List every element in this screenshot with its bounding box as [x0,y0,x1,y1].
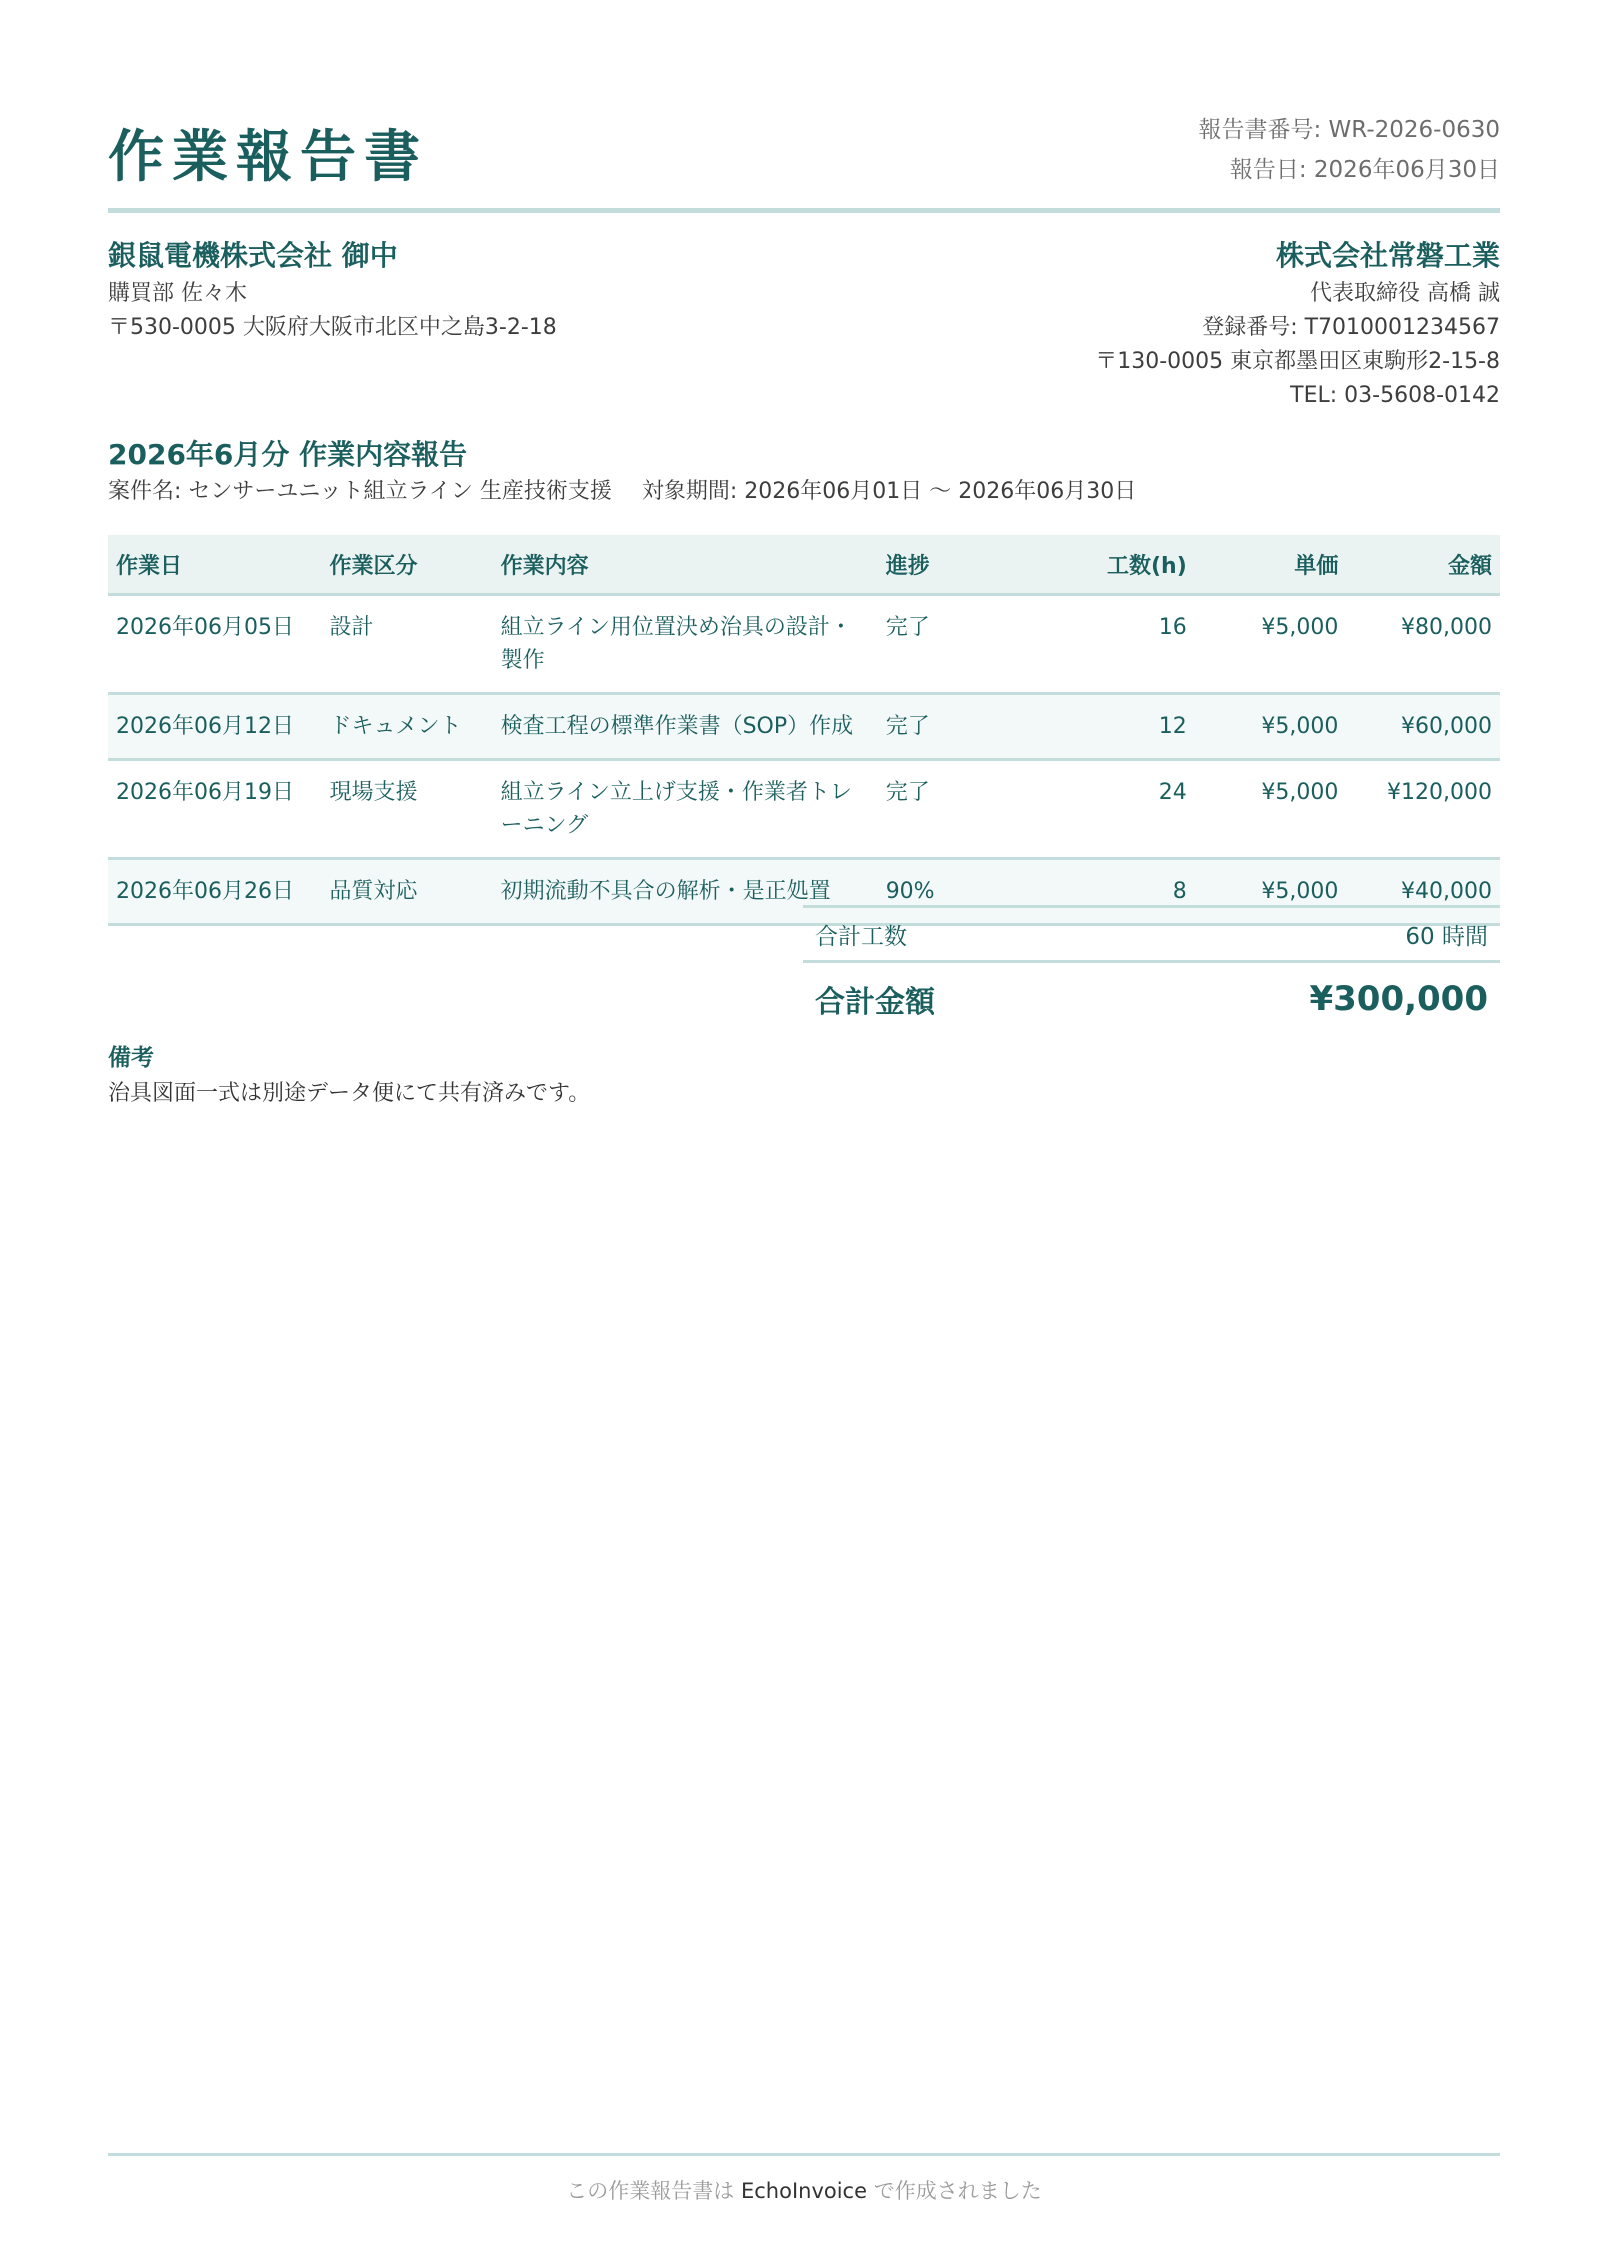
column-header-progress: 進捗 [878,535,1046,595]
notes-section [108,1040,1500,1112]
cell-amount: ¥60,000 [1346,694,1500,760]
column-header-amount: 金額 [1346,535,1500,595]
document-header [108,105,1500,215]
report-page [108,0,1500,2263]
issuer-tel: TEL: 03-5608-0142 [1290,383,1500,408]
section-title: 2026年6月分 作業内容報告 [108,438,468,471]
cell-unit-price: ¥5,000 [1195,694,1347,760]
footer-brand: EchoInvoice [740,2179,868,2203]
work-items-table [108,535,1500,926]
cell-category: 品質対応 [321,859,492,925]
notes-text: 治具図面一式は別途データ便にて共有済みです。 [108,1081,591,1106]
column-header-unit-price: 単価 [1195,535,1347,595]
report-section [108,435,1500,509]
total-hours-value: 60 時間 [1405,923,1488,950]
cell-amount: ¥120,000 [1346,760,1500,859]
column-header-date: 作業日 [108,535,321,595]
cell-date: 2026年06月19日 [108,760,321,859]
totals-block [803,905,1500,1035]
cell-unit-price: ¥5,000 [1195,760,1347,859]
document-meta [1198,110,1500,190]
cell-amount: ¥80,000 [1346,595,1500,694]
table-header-row [108,535,1500,595]
total-hours-row [803,905,1500,963]
cell-description: 検査工程の標準作業書（SOP）作成 [493,694,878,760]
cell-description: 初期流動不具合の解析・是正処置 [493,859,878,925]
cell-unit-price: ¥5,000 [1195,859,1347,925]
cell-hours: 24 [1046,760,1195,859]
footer [108,2175,1500,2205]
client-address: 〒530-0005 大阪府大阪市北区中之島3-2-18 [108,315,557,340]
cell-category: ドキュメント [321,694,492,760]
notes-title: 備考 [108,1045,154,1071]
total-amount-value: ¥300,000 [1309,979,1488,1019]
cell-description: 組立ライン立上げ支援・作業者トレーニング [493,760,878,859]
cell-amount: ¥40,000 [1346,859,1500,925]
column-header-hours: 工数(h) [1046,535,1195,595]
table-row [108,760,1500,859]
column-header-category: 作業区分 [321,535,492,595]
issuer-address: 〒130-0005 東京都墨田区東駒形2-15-8 [1095,349,1500,374]
cell-hours: 16 [1046,595,1195,694]
issuer-registration: 登録番号: T7010001234567 [1202,315,1500,340]
cell-date: 2026年06月05日 [108,595,321,694]
issuer-representative: 代表取締役 高橋 誠 [1310,281,1500,306]
cell-progress: 完了 [878,595,1046,694]
report-date: 報告日: 2026年06月30日 [1229,157,1500,183]
column-header-description: 作業内容 [493,535,878,595]
cell-date: 2026年06月12日 [108,694,321,760]
cell-hours: 12 [1046,694,1195,760]
party-block [108,235,1500,415]
cell-unit-price: ¥5,000 [1195,595,1347,694]
cell-progress: 完了 [878,694,1046,760]
table-row [108,595,1500,694]
footer-divider [108,2153,1500,2156]
cell-progress: 90% [878,859,1046,925]
client-info [108,235,557,345]
client-name: 銀鼠電機株式会社 御中 [108,239,398,272]
total-hours-label: 合計工数 [815,923,907,950]
document-title: 作業報告書 [108,125,428,190]
total-amount-label: 合計金額 [815,985,935,1020]
project-line [108,475,1500,509]
header-divider [108,208,1500,213]
footer-prefix: この作業報告書は [566,2179,741,2203]
cell-date: 2026年06月26日 [108,859,321,925]
issuer-info [1095,235,1500,413]
cell-description: 組立ライン用位置決め治具の設計・製作 [493,595,878,694]
issuer-name: 株式会社常磐工業 [1275,239,1500,272]
cell-hours: 8 [1046,859,1195,925]
project-period: 対象期間: 2026年06月01日 〜 2026年06月30日 [641,479,1137,504]
cell-category: 現場支援 [321,760,492,859]
client-department: 購買部 佐々木 [108,281,247,306]
project-name: 案件名: センサーユニット組立ライン 生産技術支援 [108,479,612,504]
report-number: 報告書番号: WR-2026-0630 [1198,117,1500,143]
cell-category: 設計 [321,595,492,694]
footer-suffix: で作成されました [867,2179,1042,2203]
cell-progress: 完了 [878,760,1046,859]
table-row [108,694,1500,760]
total-amount-row [803,963,1500,1035]
